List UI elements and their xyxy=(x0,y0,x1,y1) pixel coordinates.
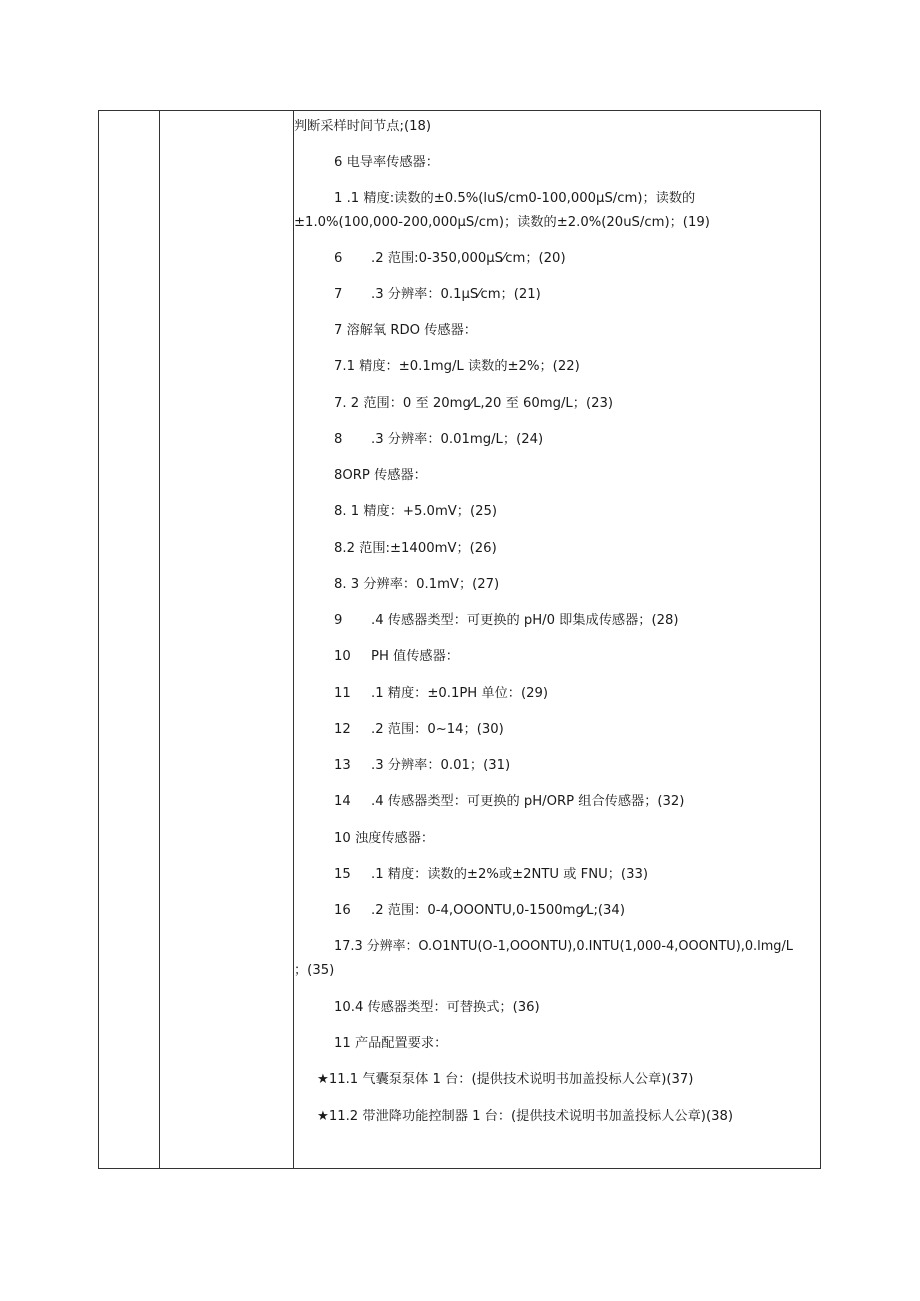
spec-heading: 6 电导率传感器： xyxy=(334,155,439,170)
spec-table xyxy=(98,110,821,1169)
spec-item xyxy=(294,648,820,666)
spec-line: ±1.0%(100,000-200,000μS/cm)；读数的±2.0%(20uS/cm)；(19) xyxy=(294,215,710,230)
item-text: .2 范围:0-350,000μS⁄cm；(20) xyxy=(371,251,566,266)
item-text: .3 分辨率：0.01；(31) xyxy=(371,758,511,773)
item-number: 11 xyxy=(334,686,351,701)
item-text: .1 精度：读数的±2%或±2NTU 或 FNU；(33) xyxy=(371,867,649,882)
spec-line: 7. 2 范围：0 至 20mg⁄L,20 至 60mg/L；(23) xyxy=(334,396,614,411)
spec-heading: 8ORP 传感器： xyxy=(334,468,427,483)
item-text: .1 精度：±0.1PH 单位：(29) xyxy=(371,686,549,701)
spec-item xyxy=(294,685,820,703)
item-number: 6 xyxy=(334,251,343,266)
spec-item xyxy=(294,757,820,775)
item-text: .4 传感器类型：可更换的 pH/0 即集成传感器；(28) xyxy=(371,613,679,628)
item-number: 16 xyxy=(334,903,351,918)
item-number: 9 xyxy=(334,613,343,628)
spec-line: 7.1 精度：±0.1mg/L 读数的±2%；(22) xyxy=(334,359,580,374)
spec-item xyxy=(294,250,820,268)
spec-heading: 7 溶解氧 RDO 传感器： xyxy=(334,323,477,338)
item-number: 10 xyxy=(334,649,351,664)
item-text: .3 分辨率：0.01mg/L；(24) xyxy=(371,432,544,447)
column-divider xyxy=(159,111,160,1168)
spec-line: 8. 3 分辨率：0.1mV；(27) xyxy=(334,577,500,592)
spec-heading: 11 产品配置要求： xyxy=(334,1036,448,1051)
spec-line: 判断采样时间节点;(18) xyxy=(294,119,432,134)
spec-item xyxy=(294,612,820,630)
item-text: PH 值传感器： xyxy=(371,649,459,664)
item-number: 13 xyxy=(334,758,351,773)
spec-item xyxy=(294,793,820,811)
spec-line: 17.3 分辨率：O.O1NTU(O-1,OOONTU),0.INTU(1,000-4,OOONTU),0.lmg/L xyxy=(334,939,793,954)
spec-item xyxy=(294,902,820,920)
spec-content-cell xyxy=(294,111,820,1168)
item-number: 8 xyxy=(334,432,343,447)
item-text: .2 范围：0-4,OOONTU,0-1500mg⁄L;(34) xyxy=(371,903,625,918)
item-number: 12 xyxy=(334,722,351,737)
item-text: .2 范围：0~14；(30) xyxy=(371,722,504,737)
spec-line: 10.4 传感器类型：可替换式；(36) xyxy=(334,1000,540,1015)
spec-item xyxy=(294,286,820,304)
item-text: .4 传感器类型：可更换的 pH/ORP 组合传感器；(32) xyxy=(371,794,685,809)
item-number: 7 xyxy=(334,287,343,302)
spec-item xyxy=(294,866,820,884)
spec-heading: 10 浊度传感器： xyxy=(334,831,435,846)
item-text: .3 分辨率：0.1μS⁄cm；(21) xyxy=(371,287,541,302)
spec-line: ；(35) xyxy=(294,963,335,978)
spec-item xyxy=(294,721,820,739)
required-item: ★11.2 带泄降功能控制器 1 台：(提供技术说明书加盖投标人公章)(38) xyxy=(317,1109,734,1124)
spec-line: 8.2 范围:±1400mV；(26) xyxy=(334,541,497,556)
spec-item xyxy=(294,431,820,449)
spec-line: 8. 1 精度：+5.0mV；(25) xyxy=(334,504,498,519)
item-number: 14 xyxy=(334,794,351,809)
item-number: 15 xyxy=(334,867,351,882)
spec-line: 1 .1 精度:读数的±0.5%(luS/cm0-100,000μS/cm)；读数的 xyxy=(334,191,696,206)
required-item: ★11.1 气囊泵泵体 1 台：(提供技术说明书加盖投标人公章)(37) xyxy=(317,1072,694,1087)
